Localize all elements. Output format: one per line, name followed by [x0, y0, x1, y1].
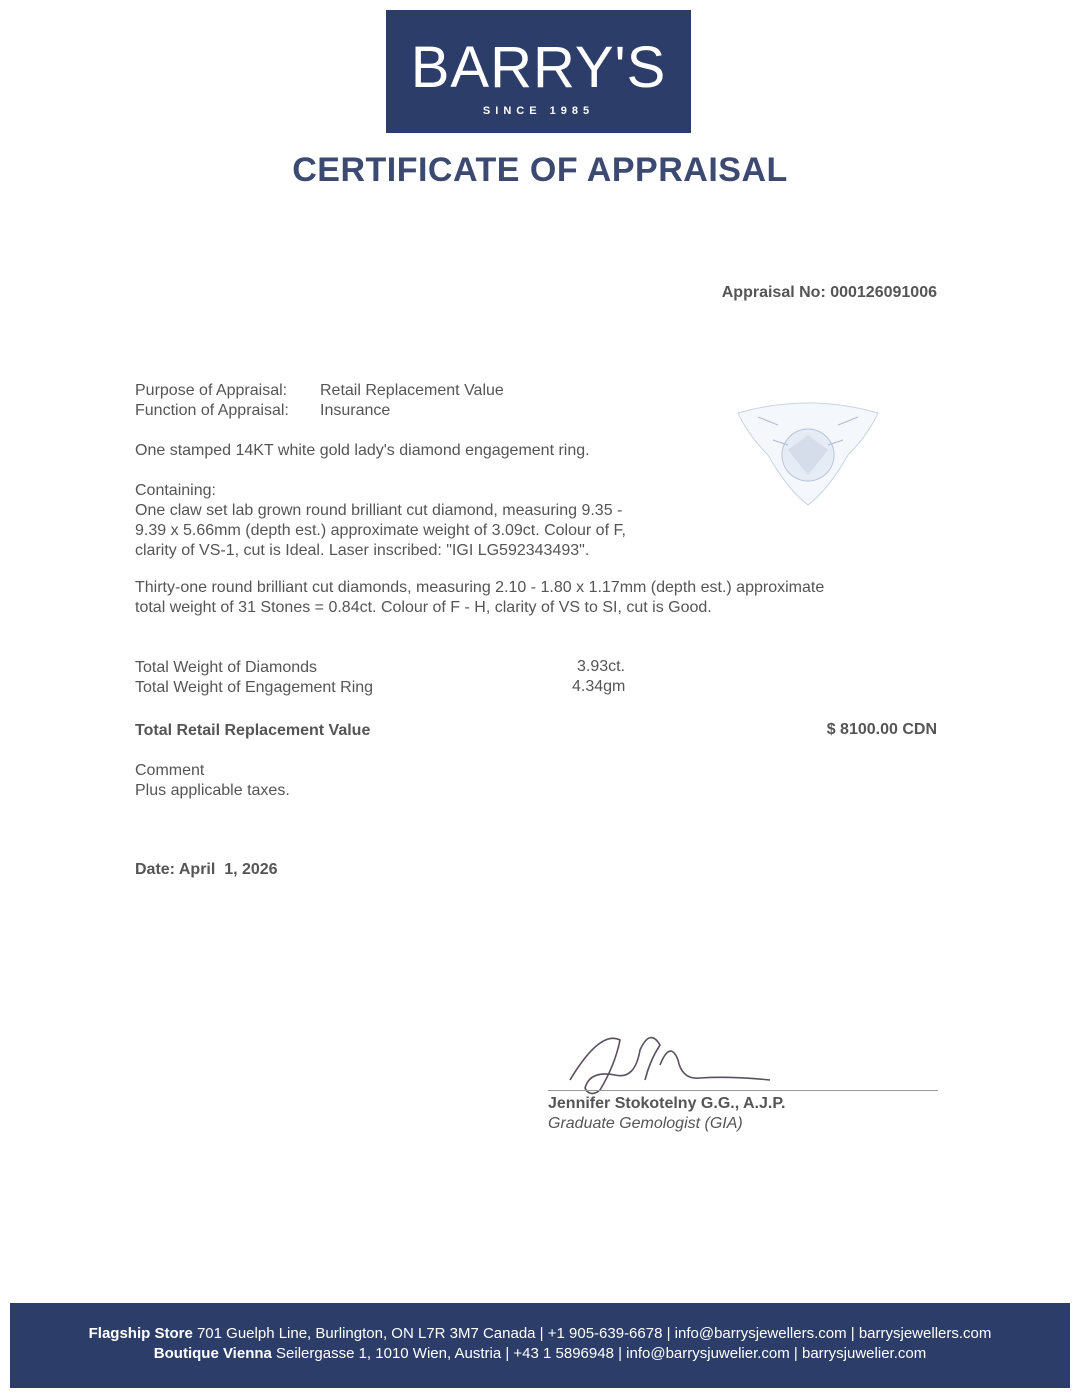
brand-logo: [386, 10, 691, 133]
item-description: One stamped 14KT white gold lady's diamond engagement ring.: [135, 442, 590, 459]
containing-label: Containing:: [135, 482, 216, 499]
function-label: Function of Appraisal:: [135, 402, 289, 419]
signature-image: [560, 1020, 780, 1100]
total-ring-value: 4.34gm: [572, 678, 626, 695]
purpose-value: Retail Replacement Value: [320, 382, 504, 399]
signer-title: Graduate Gemologist (GIA): [548, 1115, 743, 1132]
footer-bar: [10, 1303, 1070, 1388]
footer-line-1: [10, 1325, 1070, 1342]
footer-line-2: [10, 1345, 1070, 1362]
retail-value-label: Total Retail Replacement Value: [135, 722, 371, 739]
footer-flagship-details: 701 Guelph Line, Burlington, ON L7R 3M7 Canada | +1 905-639-6678 | info@barrysjewellers.com | barrysjewellers.com: [196, 1325, 992, 1342]
appraisal-number: Appraisal No: 000126091006: [721, 284, 937, 301]
total-ring-label: Total Weight of Engagement Ring: [135, 679, 374, 696]
side-stones-line-1: Thirty-one round brilliant cut diamonds, measuring 2.10 - 1.80 x 1.17mm (depth est.) approximate: [135, 579, 825, 596]
center-stone-line-3: clarity of VS-1, cut is Ideal. Laser inscribed: "IGI LG592343493".: [135, 542, 590, 559]
footer-vienna-details: Seilergasse 1, 1010 Wien, Austria | +43 1 5896948 | info@barrysjuwelier.com | barrysjuwelier.com: [276, 1345, 927, 1362]
total-diamonds-label: Total Weight of Diamonds: [135, 659, 318, 676]
brand-since: SINCE 1985: [482, 105, 595, 117]
signer-name: Jennifer Stokotelny G.G., A.J.P.: [548, 1095, 786, 1112]
comment-value: Plus applicable taxes.: [135, 782, 290, 799]
center-stone-line-1: One claw set lab grown round brilliant cut diamond, measuring 9.35 -: [135, 502, 623, 519]
signature-line: [548, 1090, 938, 1091]
certificate-title: CERTIFICATE OF APPRAISAL: [292, 151, 788, 189]
center-stone-line-2: 9.39 x 5.66mm (depth est.) approximate weight of 3.09ct. Colour of F,: [135, 522, 626, 539]
retail-value-amount: $ 8100.00 CDN: [826, 721, 937, 738]
diamond-ring-image: [728, 395, 888, 520]
total-diamonds-value: 3.93ct.: [577, 658, 626, 675]
brand-name: BARRY'S: [410, 35, 667, 100]
footer-flagship-label: Flagship Store: [88, 1325, 193, 1342]
comment-label: Comment: [135, 762, 205, 779]
purpose-label: Purpose of Appraisal:: [135, 382, 288, 399]
function-value: Insurance: [320, 402, 391, 419]
appraisal-date: Date: April 1, 2026: [135, 861, 278, 878]
footer-vienna-label: Boutique Vienna: [153, 1345, 272, 1362]
side-stones-line-2: total weight of 31 Stones = 0.84ct. Colour of F - H, clarity of VS to SI, cut is Good.: [135, 599, 712, 616]
